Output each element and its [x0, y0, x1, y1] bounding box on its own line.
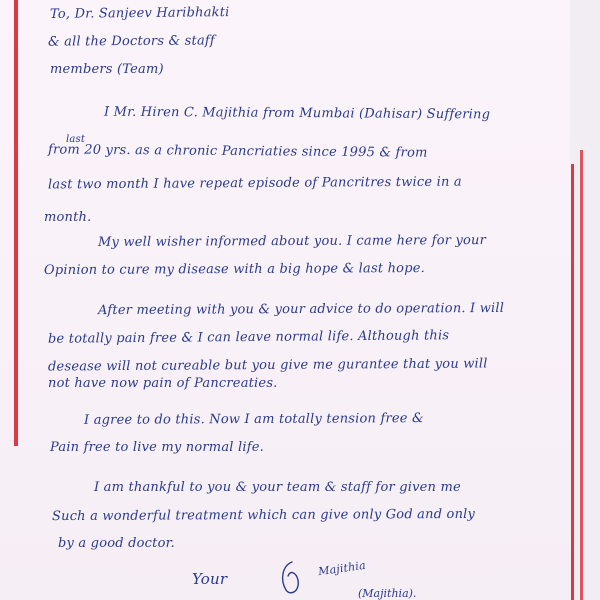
- letter-line-6: Opinion to cure my disease with a big hope & last hope.: [43, 261, 425, 278]
- letter-line-3: last two month I have repeat episode of Pancritres twice in a: [47, 174, 462, 193]
- signature-paren: (Majithia).: [358, 587, 417, 600]
- salutation-line-1: To, Dr. Sanjeev Haribhakti: [49, 5, 230, 22]
- letter-line-12: Pain free to live my normal life.: [50, 440, 264, 455]
- letter-line-10: not have now pain of Pancreaties.: [48, 376, 278, 391]
- signature: Majithia: [317, 558, 367, 579]
- paper-edge: [570, 0, 600, 600]
- right-margin-line: [571, 164, 574, 600]
- letter-line-5: My well wisher informed about you. I came here for your: [97, 232, 487, 251]
- right-margin-line-outer: [580, 150, 583, 600]
- letter-line-1: I Mr. Hiren C. Majithia from Mumbai (Dahisar) Suffering: [103, 104, 491, 123]
- letter-line-13: I am thankful to you & your team & staff for given me: [94, 480, 461, 495]
- letter-line-4: month.: [44, 210, 92, 225]
- letter-line-7: After meeting with you & your advice to do operation. I will: [97, 300, 505, 319]
- letter-line-14: Such a wonderful treatment which can give only God and only: [51, 506, 476, 525]
- insertion-last: last: [66, 134, 86, 145]
- salutation-line-2: & all the Doctors & staff: [47, 33, 215, 50]
- closing: Your: [192, 570, 228, 588]
- letter-line-11: I agree to do this. Now I am totally tension free &: [83, 411, 424, 428]
- letter-line-15: by a good doctor.: [58, 536, 175, 551]
- signature-flourish: [278, 560, 304, 596]
- left-margin-line: [14, 0, 18, 446]
- salutation-line-3: members (Team): [50, 62, 164, 77]
- letter-line-8: be totally pain free & I can leave normal life. Although this: [47, 328, 450, 347]
- letter-line-9: desease will not cureable but you give me gurantee that you will: [47, 356, 488, 375]
- letter-line-2: from 20 yrs. as a chronic Pancriaties since 1995 & from: [47, 142, 428, 161]
